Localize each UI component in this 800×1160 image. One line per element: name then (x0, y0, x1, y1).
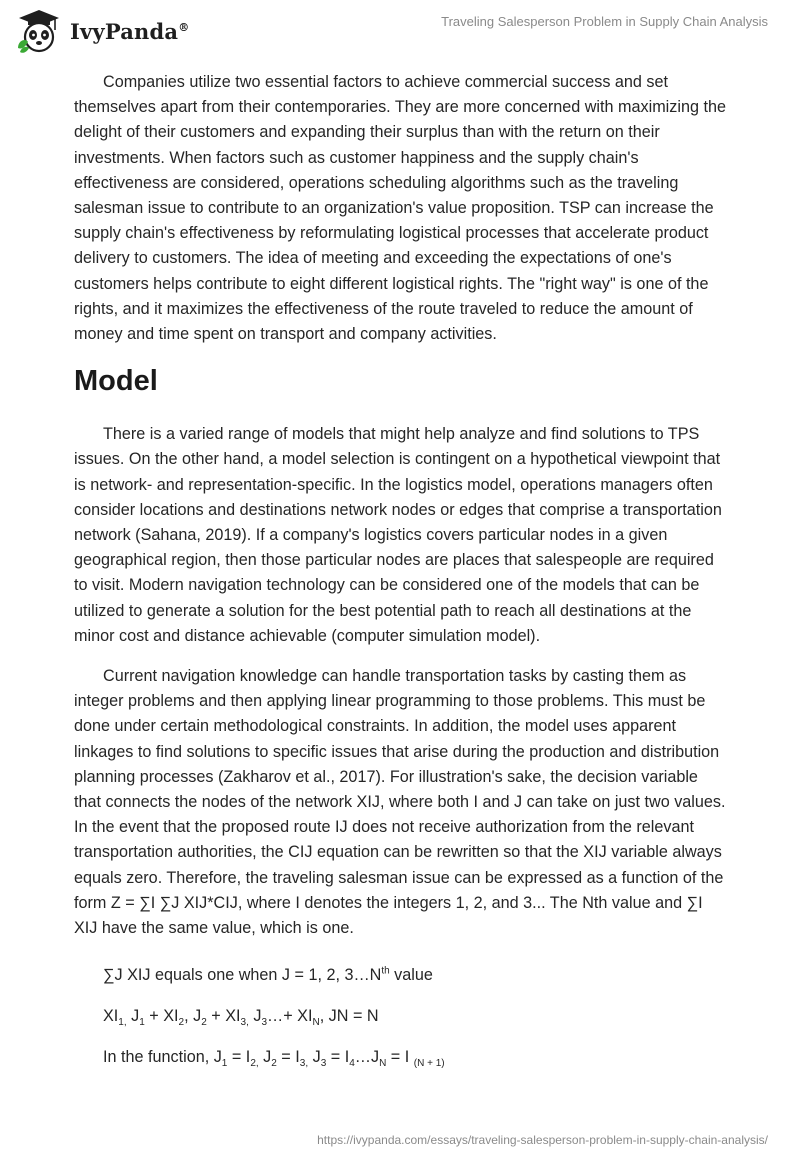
formula-2-sub: 3, (240, 1017, 249, 1029)
formula-3-part: = I (326, 1048, 350, 1067)
formula-2-sub: N (312, 1017, 320, 1029)
formula-2-part: J (126, 1007, 140, 1026)
formula-3-sub: 4 (349, 1058, 355, 1070)
formula-3-part: = I (276, 1048, 300, 1067)
document-title: Traveling Salesperson Problem in Supply Chain Analysis (441, 14, 768, 29)
formula-2-part: + XI (206, 1007, 241, 1026)
formula-2-sub: 2 (178, 1017, 185, 1029)
formula-3-sub: (N + 1) (413, 1058, 445, 1070)
formula-1-sup: th (381, 965, 390, 977)
formula-2-sub: 3 (261, 1017, 268, 1029)
formula-3-sub: 2 (271, 1058, 277, 1070)
formula-3-part: In the function, J (103, 1048, 222, 1067)
formula-3-part: J (258, 1048, 272, 1067)
page-header (0, 0, 800, 62)
formula-3-part: = I (386, 1048, 414, 1067)
footer-source-url[interactable]: https://ivypanda.com/essays/traveling-salesperson-problem-in-supply-chain-analysis/ (317, 1133, 768, 1147)
formula-2-sub: 2 (201, 1017, 207, 1029)
formula-3 (103, 1045, 726, 1070)
formula-1 (103, 963, 726, 988)
section-heading: Model (74, 365, 158, 398)
formula-2-sub: 1 (139, 1017, 145, 1029)
registered-mark: ® (178, 20, 190, 34)
formula-2-part: J (248, 1007, 262, 1026)
formula-2-part: + XI (144, 1007, 179, 1026)
formula-3-part: J (308, 1048, 321, 1067)
formula-2-part: XI (103, 1007, 119, 1026)
formula-3-sub: 3, (299, 1058, 309, 1070)
formula-3-part: = I (227, 1048, 251, 1067)
formula-3-sub: 2, (250, 1058, 259, 1070)
brand-logo[interactable] (14, 8, 189, 54)
formula-3-sub: 3 (320, 1058, 327, 1070)
brand-name-text: IvyPanda (70, 18, 179, 44)
intro-paragraph: Companies utilize two essential factors to achieve commercial success and set themselves apart from their contemporaries. They are more concerned with maximizing the delight of their customers and expanding their surplus than with the return on their investments. When factors such as customer happiness and the supply chain's effectiveness are considered, operations scheduling algorithms such as the traveling salesman issue to contribute to an organization's value proposition. TSP can increase the supply chain's effectiveness by reformulating logistical processes that accelerate product delivery to customers. The idea of meeting and exceeding the expectations of one's customers helps contribute to eight different logistical rights. The "right way" is one of the rights, and it maximizes the effectiveness of the route traveled to reduce the amount of money and time spent on transport and company activities. (74, 73, 726, 344)
panda-logo-icon (14, 8, 64, 54)
article-body (74, 70, 726, 1086)
formula-3-part: …J (354, 1048, 380, 1067)
formula-2-sub: 1, (118, 1017, 127, 1029)
formula-2-part: …+ XI (267, 1007, 313, 1026)
model-paragraph-2: Current navigation knowledge can handle transportation tasks by casting them as integer problems and then applying linear programming to those problems. This must be done under certain methodological constraints. In addition, the model uses apparent linkages to find solutions to specific issues that arise during the production and distribution planning processes (Zakharov et al., 2017). For illustration's sake, the decision variable that connects the nodes of the network XIJ, where both I and J can take on just two values. In the event that the proposed route IJ does not receive authorization from the relevant transportation authorities, the CIJ equation can be rewritten so that the XIJ variable always equals zero. Therefore, the traveling salesman issue can be expressed as a function of the form Z = ∑I ∑J XIJ*CIJ, where I denotes the integers 1, 2, and 3... The Nth value and ∑I XIJ have the same value, which is one. (74, 667, 726, 938)
formula-3-sub: N (379, 1058, 387, 1070)
formula-1-text-end: value (389, 966, 433, 985)
model-paragraph-1: There is a varied range of models that might help analyze and find solutions to TPS issues. On the other hand, a model selection is contingent on a hypothetical viewpoint that is network- and representation-specific. In the logistics model, operations managers often consider locations and destinations network nodes or edges that comprise a transportation network (Sahana, 2019). If a company's logistics covers particular nodes in a given geographical region, then those particular nodes are places that salespeople are required to visit. Modern navigation technology can be considered one of the models that can be utilized to generate a solution for the best potential path to reach all destinations at the minor cost and distance achievable (computer simulation model). (74, 425, 722, 645)
formula-1-text: ∑J XIJ equals one when J = 1, 2, 3…N (103, 966, 382, 985)
formula-2-part: , J (184, 1007, 202, 1026)
formula-3-sub: 1 (221, 1058, 228, 1070)
brand-name (70, 19, 189, 44)
formula-2-part: , JN = N (319, 1007, 379, 1026)
formula-2 (103, 1004, 726, 1029)
